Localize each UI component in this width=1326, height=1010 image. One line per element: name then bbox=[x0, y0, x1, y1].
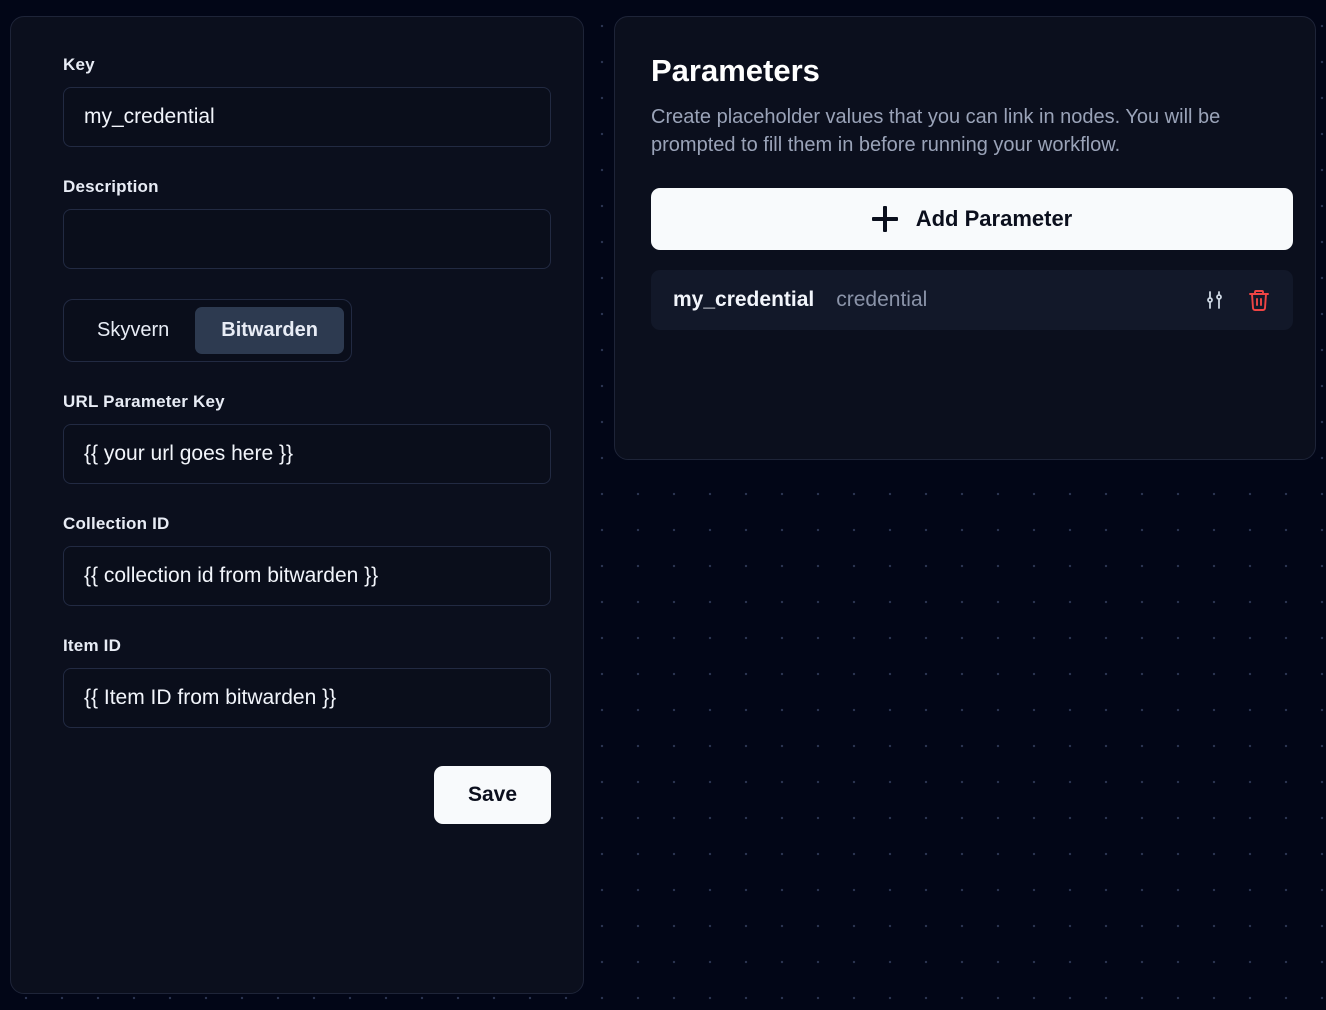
parameters-title: Parameters bbox=[651, 53, 820, 88]
url-parameter-key-input[interactable] bbox=[63, 424, 551, 484]
key-label: Key bbox=[63, 55, 95, 74]
url-parameter-key-label: URL Parameter Key bbox=[63, 392, 225, 411]
sliders-icon[interactable] bbox=[1203, 288, 1227, 312]
description-label: Description bbox=[63, 177, 159, 196]
credential-editor-panel bbox=[10, 16, 584, 994]
toggle-option-bitwarden[interactable]: Bitwarden bbox=[195, 307, 344, 354]
add-parameter-button[interactable] bbox=[651, 188, 1293, 250]
add-parameter-label: Add Parameter bbox=[915, 205, 1073, 231]
save-button[interactable]: Save bbox=[434, 766, 551, 824]
parameter-actions bbox=[1203, 288, 1271, 312]
parameter-key: my_credential bbox=[673, 287, 815, 311]
trash-icon[interactable] bbox=[1247, 288, 1271, 312]
parameters-description: Create placeholder values that you can link in nodes. You will be prompted to fill them in before running your workflow. bbox=[651, 106, 1221, 157]
save-row bbox=[63, 766, 551, 824]
collection-id-label: Collection ID bbox=[63, 514, 170, 533]
item-id-input[interactable] bbox=[63, 668, 551, 728]
key-input[interactable] bbox=[63, 87, 551, 147]
provider-toggle-group[interactable] bbox=[63, 299, 352, 362]
parameters-panel bbox=[614, 16, 1316, 460]
parameter-list-item[interactable] bbox=[651, 270, 1293, 330]
toggle-option-skyvern[interactable]: Skyvern bbox=[71, 307, 195, 354]
item-id-label: Item ID bbox=[63, 636, 122, 655]
description-input[interactable] bbox=[63, 209, 551, 269]
parameter-type: credential bbox=[836, 287, 928, 311]
collection-id-input[interactable] bbox=[63, 546, 551, 606]
plus-icon bbox=[872, 206, 898, 232]
